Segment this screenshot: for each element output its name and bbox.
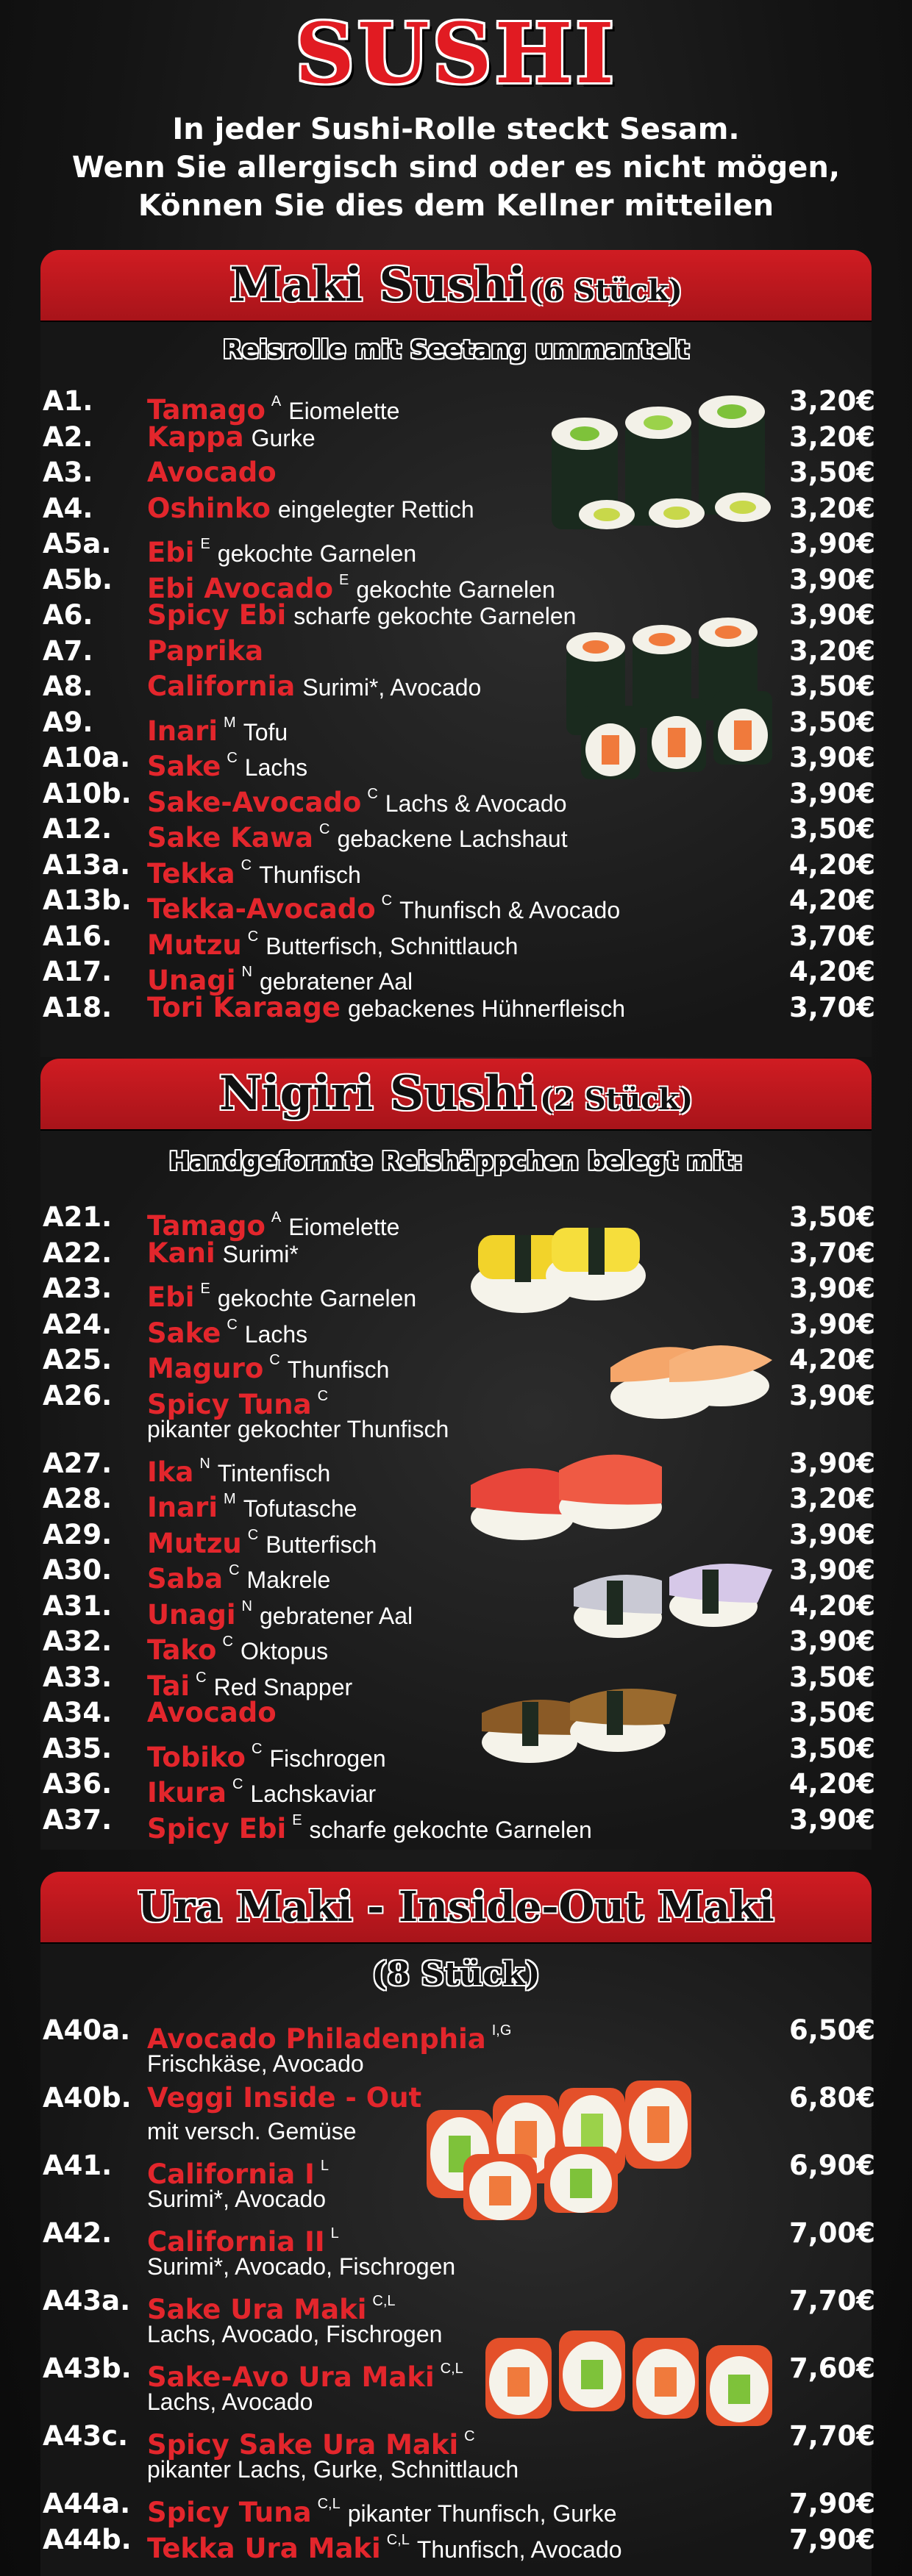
allergen-code: L xyxy=(320,2158,329,2174)
item-name: Avocado xyxy=(147,1697,277,1728)
item-code: A6. xyxy=(43,599,93,631)
item-description: Butterfisch xyxy=(266,1531,377,1558)
item-description: gebratener Aal xyxy=(259,1602,413,1629)
menu-item-row xyxy=(0,883,912,925)
allergen-code: M xyxy=(224,1491,236,1507)
maki-roll-cucumber-image xyxy=(544,382,780,544)
item-name: Mutzu xyxy=(147,929,242,961)
item-description: Eiomelette xyxy=(288,398,400,424)
allergen-code: C xyxy=(196,1669,207,1686)
item-description: Surimi* xyxy=(222,1240,299,1267)
item-price: 3,90€ xyxy=(788,1625,875,1657)
item-description: gekochte Garnelen xyxy=(217,540,417,567)
item-name: Unagi xyxy=(147,1598,236,1631)
allergen-code: E xyxy=(338,571,349,588)
item-description: Lachs & Avocado xyxy=(385,790,567,817)
menu-item-row xyxy=(0,1695,912,1731)
item-code: A35. xyxy=(43,1732,113,1764)
maki-roll-salmon-image xyxy=(559,618,780,787)
item-price: 7,60€ xyxy=(788,2353,875,2384)
menu-item-row xyxy=(0,848,912,890)
item-code: A36. xyxy=(43,1768,113,1800)
item-code: A18. xyxy=(43,991,113,1023)
item-code: A44b. xyxy=(43,2523,132,2555)
item-price: 3,50€ xyxy=(788,813,875,845)
item-code: A30. xyxy=(43,1554,113,1586)
allergen-code: M xyxy=(224,714,236,731)
item-price: 3,70€ xyxy=(788,991,875,1023)
item-name: Inari xyxy=(147,1492,218,1523)
item-code: A32. xyxy=(43,1625,113,1657)
item-description: Thunfisch & Avocado xyxy=(399,897,621,923)
item-description: gekochte Garnelen xyxy=(217,1285,417,1312)
section-subtitle: Handgeformte Reishäppchen belegt mit: xyxy=(168,1147,744,1176)
item-description: scharfe gekochte Garnelen xyxy=(293,603,577,629)
item-description: Lachs, Avocado xyxy=(147,2389,313,2415)
item-price: 3,20€ xyxy=(788,634,875,667)
item-price: 3,90€ xyxy=(788,599,875,631)
item-price: 7,70€ xyxy=(788,2285,875,2316)
menu-item-row xyxy=(0,1271,912,1313)
item-name: Sake Ura Maki xyxy=(147,2294,367,2325)
item-description: gebratener Aal xyxy=(259,968,413,995)
item-name: California II xyxy=(147,2226,325,2258)
item-description: pikanter gekochter Thunfisch xyxy=(147,1415,449,1442)
allergen-code: C xyxy=(247,1526,259,1543)
allergen-code: C xyxy=(269,1352,280,1368)
item-code: A25. xyxy=(43,1344,113,1375)
item-name: Spicy Ebi xyxy=(147,599,287,631)
item-code: A2. xyxy=(43,421,93,453)
item-name: Ebi xyxy=(147,537,195,568)
item-price: 7,70€ xyxy=(788,2420,875,2452)
item-code: A13b. xyxy=(43,884,132,916)
item-name: Sake xyxy=(147,1317,221,1349)
item-name: California I xyxy=(147,2158,315,2190)
allergen-code: N xyxy=(199,1455,210,1472)
item-description: pikanter Lachs, Gurke, Schnittlauch xyxy=(147,2456,519,2483)
item-description: Fischrogen xyxy=(269,1745,386,1772)
item-price: 7,90€ xyxy=(788,2488,875,2519)
item-price: 4,20€ xyxy=(788,848,875,881)
item-price: 3,50€ xyxy=(788,457,875,488)
item-price: 3,90€ xyxy=(788,1308,875,1340)
menu-item-row xyxy=(0,1660,912,1702)
nigiri-section-header xyxy=(40,1059,872,1129)
item-code: A41. xyxy=(43,2150,113,2181)
menu-item-row xyxy=(0,562,912,604)
allergen-code: L xyxy=(330,2225,339,2242)
allergen-code: C xyxy=(367,785,378,802)
item-price: 6,90€ xyxy=(788,2150,875,2181)
section-count: (6 Stück) xyxy=(529,273,683,308)
maki-section-header xyxy=(40,250,872,321)
item-code: A5b. xyxy=(43,563,113,595)
item-price: 7,00€ xyxy=(788,2217,875,2249)
ura-maki-sake-image xyxy=(478,2316,787,2448)
nigiri-saba-image xyxy=(566,1544,780,1647)
item-code: A23. xyxy=(43,1273,113,1304)
item-code: A5a. xyxy=(43,528,112,559)
nigiri-unagi-image xyxy=(471,1661,684,1772)
allergen-code: C xyxy=(227,750,238,766)
item-name: Kappa xyxy=(147,421,244,453)
item-description: Red Snapper xyxy=(213,1673,353,1700)
item-code: A37. xyxy=(43,1803,113,1836)
item-name: Tekka xyxy=(147,857,235,890)
menu-item-row xyxy=(0,1767,912,1808)
item-description: Lachs, Avocado, Fischrogen xyxy=(147,2321,443,2347)
section-subtitle: Reisrolle mit Seetang ummantelt xyxy=(222,335,690,365)
item-price: 3,50€ xyxy=(788,670,875,702)
allergen-code: C xyxy=(227,1316,238,1333)
item-code: A13a. xyxy=(43,848,131,881)
item-description: mit versch. Gemüse xyxy=(147,2118,357,2144)
item-description: Makrele xyxy=(246,1567,331,1593)
item-code: A43a. xyxy=(43,2285,131,2316)
item-price: 3,90€ xyxy=(788,1803,875,1836)
allergen-code: N xyxy=(241,964,252,980)
item-name: Tori Karaage xyxy=(147,991,341,1023)
item-price: 6,80€ xyxy=(788,2082,875,2114)
item-code: A12. xyxy=(43,813,113,845)
item-name: Tai xyxy=(147,1670,190,1702)
menu-item-row xyxy=(0,1803,912,1845)
item-name: Sake-Avo Ura Maki xyxy=(147,2361,435,2393)
item-code: A27. xyxy=(43,1447,113,1479)
item-code: A8. xyxy=(43,670,93,702)
item-code: A10b. xyxy=(43,777,132,809)
item-description: Surimi*, Avocado xyxy=(147,2186,327,2212)
item-code: A40b. xyxy=(43,2082,132,2114)
section-count: (2 Stück) xyxy=(540,1082,694,1117)
allergen-code: C xyxy=(464,2428,475,2444)
allergen-code: E xyxy=(200,536,210,552)
allergy-notice-line: Wenn Sie allergisch sind oder es nicht mögen, xyxy=(71,151,841,185)
allergen-code: C xyxy=(222,1634,233,1650)
item-name: Spicy Tuna xyxy=(147,1388,312,1420)
item-name: Tekka-Avocado xyxy=(147,893,376,925)
allergy-notice-line: Können Sie dies dem Kellner mitteilen xyxy=(138,189,774,223)
item-name: Mutzu xyxy=(147,1527,242,1559)
nigiri-salmon-image xyxy=(463,1434,669,1544)
item-description: Eiomelette xyxy=(288,1214,400,1240)
item-description: Thunfisch xyxy=(287,1356,390,1383)
item-description: eingelegter Rettich xyxy=(277,495,474,523)
item-description: gekochte Garnelen xyxy=(356,576,555,603)
nigiri-ebi-image xyxy=(596,1316,780,1434)
item-name: Spicy Tuna xyxy=(147,2497,312,2528)
section-title: Maki Sushi xyxy=(229,257,527,312)
item-price: 3,90€ xyxy=(788,742,875,773)
item-code: A42. xyxy=(43,2217,113,2249)
item-name: Oshinko xyxy=(147,492,271,524)
item-code: A34. xyxy=(43,1697,113,1728)
item-price: 3,50€ xyxy=(788,1732,875,1764)
menu-item-row xyxy=(0,1481,912,1523)
item-name: Ebi xyxy=(147,1281,195,1313)
menu-item-row xyxy=(0,812,912,854)
item-description: Oktopus xyxy=(240,1638,329,1664)
item-name: Ikura xyxy=(147,1777,227,1808)
item-description: gebackene Lachshaut xyxy=(337,826,568,852)
item-price: 7,90€ xyxy=(788,2523,875,2555)
item-description: scharfe gekochte Garnelen xyxy=(309,1816,592,1843)
item-price: 4,20€ xyxy=(788,884,875,916)
item-description: Tintenfisch xyxy=(217,1459,331,1486)
allergen-code: C,L xyxy=(317,2496,341,2512)
item-name: Ika xyxy=(147,1456,194,1488)
item-code: A9. xyxy=(43,706,93,738)
item-description: Tofu xyxy=(243,718,288,745)
menu-item-row xyxy=(0,2522,912,2564)
item-code: A10a. xyxy=(43,742,131,773)
item-description: Surimi*, Avocado xyxy=(302,674,482,701)
item-code: A33. xyxy=(43,1661,113,1693)
ura-maki-california-image xyxy=(419,2066,743,2228)
item-description: Tofutasche xyxy=(243,1495,357,1522)
item-price: 6,50€ xyxy=(788,2014,875,2046)
item-description: Thunfisch, Avocado xyxy=(416,2536,622,2563)
item-name: Paprika xyxy=(147,634,264,667)
nigiri-tamago-image xyxy=(463,1206,655,1323)
allergen-code: E xyxy=(200,1281,210,1297)
item-description: gebackenes Hühnerfleisch xyxy=(347,995,626,1022)
item-code: A44a. xyxy=(43,2488,131,2519)
allergen-code: C xyxy=(232,1776,243,1792)
item-price: 3,20€ xyxy=(788,1483,875,1514)
item-description: Lachs xyxy=(244,1320,308,1348)
item-price: 3,90€ xyxy=(788,777,875,809)
item-price: 3,90€ xyxy=(788,1379,875,1412)
allergen-code: C xyxy=(241,856,252,873)
section-count: (8 Stück) xyxy=(371,1956,541,1993)
item-name: California xyxy=(147,670,296,702)
item-name: Tako xyxy=(147,1634,217,1666)
item-name: Spicy Sake Ura Maki xyxy=(147,2429,459,2461)
item-price: 4,20€ xyxy=(788,1589,875,1622)
allergen-code: C xyxy=(229,1562,240,1578)
item-price: 3,50€ xyxy=(788,1201,875,1233)
allergen-code: E xyxy=(292,1811,302,1828)
item-name: Tamago xyxy=(147,394,266,426)
item-name: Ebi Avocado xyxy=(147,572,333,604)
item-name: Inari xyxy=(147,715,218,747)
allergen-code: C xyxy=(247,928,259,945)
allergen-code: A xyxy=(271,1209,282,1226)
allergen-code: A xyxy=(271,393,282,409)
item-code: A21. xyxy=(43,1201,113,1233)
item-description: Frischkäse, Avocado xyxy=(147,2050,364,2077)
allergy-notice-line: In jeder Sushi-Rolle steckt Sesam. xyxy=(172,112,740,146)
allergy-notice xyxy=(0,110,912,225)
item-code: A31. xyxy=(43,1589,113,1622)
item-code: A43c. xyxy=(43,2420,129,2452)
item-name: Unagi xyxy=(147,965,236,996)
menu-item-row xyxy=(0,990,912,1026)
item-name: Sake Kawa xyxy=(147,822,313,854)
item-name: Avocado xyxy=(147,457,277,488)
allergen-code: C,L xyxy=(372,2293,396,2309)
item-name: Sake-Avocado xyxy=(147,786,362,818)
item-price: 3,50€ xyxy=(788,1697,875,1728)
allergen-code: I,G xyxy=(491,2022,512,2039)
item-price: 4,20€ xyxy=(788,1768,875,1800)
item-price: 4,20€ xyxy=(788,956,875,987)
item-name: Saba xyxy=(147,1563,224,1595)
allergen-code: C,L xyxy=(440,2361,463,2377)
item-price: 3,90€ xyxy=(788,1273,875,1304)
allergen-code: C xyxy=(381,892,393,909)
item-name: Avocado Philadenphia xyxy=(147,2023,486,2055)
item-name: Spicy Ebi xyxy=(147,1812,287,1845)
section-title: Ura Maki - Inside-Out Maki xyxy=(138,1883,774,1931)
item-name: Veggi Inside - Out xyxy=(147,2082,422,2114)
allergen-code: N xyxy=(241,1598,252,1614)
item-name: Tekka Ura Maki xyxy=(147,2532,381,2564)
item-code: A1. xyxy=(43,385,93,417)
item-price: 3,90€ xyxy=(788,563,875,595)
ura-section-header xyxy=(40,1872,872,1942)
item-price: 3,90€ xyxy=(788,1554,875,1586)
page-title: SUSHI xyxy=(295,6,617,102)
item-name: Tobiko xyxy=(147,1741,246,1773)
item-price: 3,90€ xyxy=(788,1447,875,1479)
allergen-code: C,L xyxy=(386,2531,410,2548)
menu-item-row xyxy=(0,1236,912,1272)
menu-item-row xyxy=(0,954,912,996)
item-description: Thunfisch xyxy=(259,861,361,888)
nigiri-list xyxy=(0,1200,912,1845)
item-name: Sake xyxy=(147,751,221,782)
menu-item-row xyxy=(0,919,912,961)
item-code: A16. xyxy=(43,920,113,952)
section-title: Nigiri Sushi xyxy=(218,1066,537,1121)
item-price: 3,70€ xyxy=(788,1237,875,1269)
item-code: A29. xyxy=(43,1518,113,1550)
item-code: A7. xyxy=(43,634,93,667)
menu-item-row xyxy=(0,1731,912,1773)
allergen-code: C xyxy=(319,821,330,837)
item-name: Maguro xyxy=(147,1353,264,1384)
item-name: Tamago xyxy=(147,1210,266,1242)
item-code: A43b. xyxy=(43,2353,132,2384)
item-description: Lachs xyxy=(244,754,308,781)
item-code: A28. xyxy=(43,1483,113,1514)
item-code: A4. xyxy=(43,492,93,524)
allergen-code: C xyxy=(317,1387,329,1404)
item-description: Butterfisch, Schnittlauch xyxy=(266,932,519,959)
item-price: 3,90€ xyxy=(788,528,875,559)
item-price: 3,20€ xyxy=(788,492,875,524)
item-price: 3,20€ xyxy=(788,421,875,453)
item-description: Lachskaviar xyxy=(250,1781,377,1807)
item-price: 3,90€ xyxy=(788,1518,875,1550)
item-code: A17. xyxy=(43,956,113,987)
item-price: 3,20€ xyxy=(788,385,875,417)
menu-item-row xyxy=(0,1200,912,1242)
menu-item-row xyxy=(0,2486,912,2528)
item-description: Gurke xyxy=(251,424,316,451)
item-price: 3,50€ xyxy=(788,706,875,738)
item-name: Kani xyxy=(147,1237,215,1269)
item-description: pikanter Thunfisch, Gurke xyxy=(347,2500,617,2527)
item-code: A22. xyxy=(43,1237,113,1269)
item-price: 4,20€ xyxy=(788,1344,875,1375)
item-code: A26. xyxy=(43,1379,113,1412)
menu-item-row xyxy=(0,1446,912,1488)
item-code: A24. xyxy=(43,1308,113,1340)
item-code: A40a. xyxy=(43,2014,131,2046)
item-description: Surimi*, Avocado, Fischrogen xyxy=(147,2253,456,2280)
item-price: 3,50€ xyxy=(788,1661,875,1693)
item-code: A3. xyxy=(43,457,93,488)
item-price: 3,70€ xyxy=(788,920,875,952)
allergen-code: C xyxy=(251,1740,263,1757)
